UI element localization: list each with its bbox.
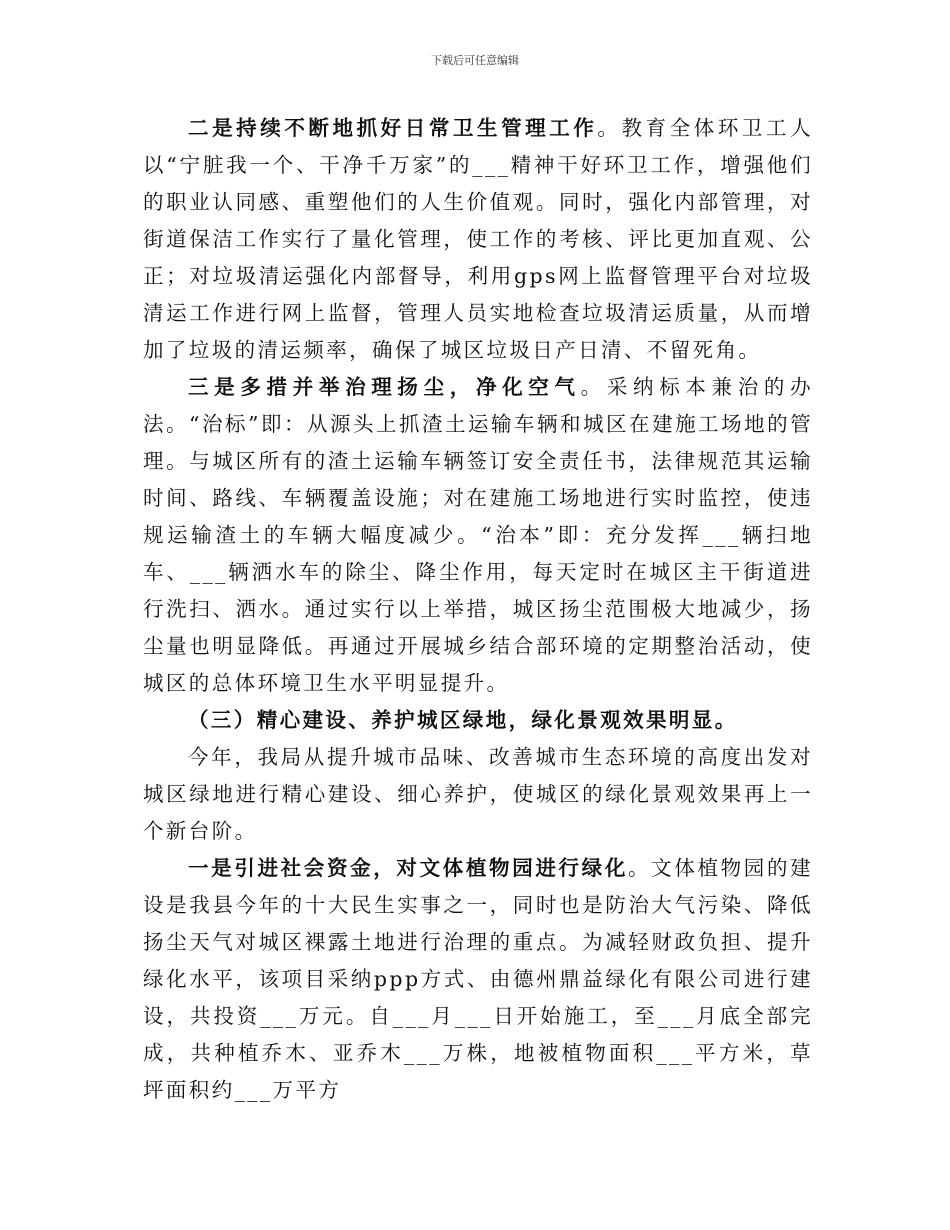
paragraph-lead: 二是持续不断地抓好日常卫生管理工作 bbox=[188, 116, 598, 140]
paragraph-text: 。采纳标本兼治的办法。“治标”即：从源头上抓渣土运输车辆和城区在建施工场地的管理。与城区所有的渣土运输车辆签订安全责任书，法律规范其运输时间、路线、车辆覆盖设施；对在建施工场地进行实时监控，使违规运输渣土的车辆大幅度减少。“治本”即：充分发挥___辆扫地车、___辆洒水车的除尘、降尘作用，每天定时在城区主干街道进行洗扫、洒水。通过实行以上举措，城区扬尘范围极大地减少，扬尘量也明显降低。再通过开展城乡结合部环境的定期整治活动，使城区的总体环境卫生水平明显提升。 bbox=[143, 375, 813, 695]
paragraph-lead: 三是多措并举治理扬尘，净化空气 bbox=[188, 375, 581, 399]
paragraph-daily-sanitation bbox=[143, 110, 813, 369]
paragraph-text: 。文体植物园的建设是我县今年的十大民生实事之一，同时也是防治大气污染、降低扬尘天气对城区裸露土地进行治理的重点。为减轻财政负担、提升绿化水平，该项目采纳ppp方式、由德州鼎益绿化有限公司进行建设，共投资___万元。自___月___日开始施工，至___月底全部完成，共种植乔木、亚乔木___万株，地被植物面积___平方米，草坪面积约___万平方 bbox=[143, 856, 814, 1102]
document-body bbox=[143, 110, 813, 1109]
section-heading: （三）精心建设、养护城区绿地，绿化景观效果明显。 bbox=[188, 708, 738, 732]
page-header: 下载后可任意编辑 bbox=[431, 54, 519, 67]
paragraph-greening-intro bbox=[143, 739, 813, 850]
paragraph-dust-control bbox=[143, 369, 813, 702]
paragraph-text: 今年，我局从提升城市品味、改善城市生态环境的高度出发对城区绿地进行精心建设、细心养护，使城区的绿化景观效果再上一个新台阶。 bbox=[143, 745, 813, 843]
paragraph-lead: 一是引进社会资金，对文体植物园进行绿化 bbox=[188, 856, 628, 880]
paragraph-botanical-garden bbox=[143, 850, 813, 1109]
paragraph-text: 。教育全体环卫工人以“宁脏我一个、干净千万家”的___精神干好环卫工作，增强他们的职业认同感、重塑他们的人生价值观。同时，强化内部管理，对街道保洁工作实行了量化管理，使工作的考核、评比更加直观、公正；对垃圾清运强化内部督导，利用gps网上监督管理平台对垃圾清运工作进行网上监督，管理人员实地检查垃圾清运质量，从而增加了垃圾的清运频率，确保了城区垃圾日产日清、不留死角。 bbox=[143, 116, 813, 362]
